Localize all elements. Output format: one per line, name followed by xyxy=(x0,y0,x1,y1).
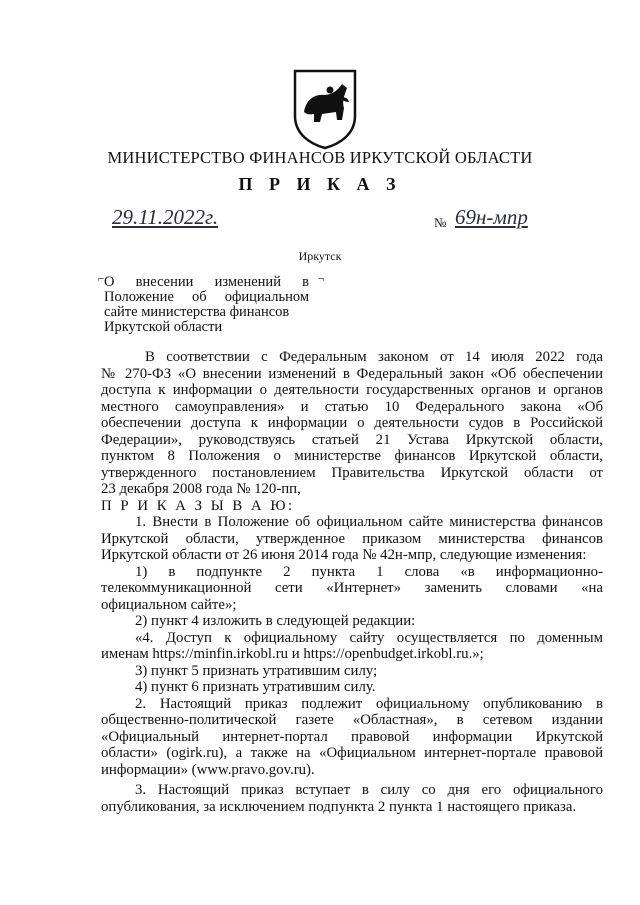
preamble-paragraph xyxy=(101,349,603,498)
body-line: 4) пункт 6 признать утратившим силу. xyxy=(135,679,376,695)
subject-line: Положение об официальном xyxy=(104,289,309,305)
body-line: пунктом 8 Положения о министерстве финансов Иркутской области, xyxy=(101,448,603,464)
body-line: именам https://minfin.irkobl.ru и https://openbudget.irkobl.ru.»; xyxy=(101,646,484,662)
corner-mark-left: ⌐ xyxy=(98,273,105,285)
body-line: области» (ogirk.ru), а также на «Официальном интернет-портале правовой xyxy=(101,745,603,761)
item-1-paragraph xyxy=(101,514,603,564)
body-line: Иркутской области, утвержденное приказом министерства финансов xyxy=(101,530,603,547)
item-2-paragraph xyxy=(101,696,603,779)
subject-line: сайте министерства финансов xyxy=(104,304,290,320)
body-line: обеспечении доступа к информации о деятельности судов в Российской xyxy=(101,415,603,431)
body-line: утвержденного постановлением Правительства Иркутской области от xyxy=(101,464,603,481)
subitem-4-paragraph xyxy=(101,679,603,696)
body-line: 3) пункт 5 признать утратившим силу; xyxy=(135,662,378,679)
body-line: 2. Настоящий приказ подлежит официальному опубликованию в xyxy=(135,695,603,712)
subitem-1-paragraph xyxy=(101,564,603,614)
coat-of-arms-emblem xyxy=(292,68,358,150)
document-number: 69н-мпр xyxy=(455,205,528,229)
body-line: 1. Внести в Положение об официальном сайте министерства финансов xyxy=(135,514,603,530)
body-line: 23 декабря 2008 года № 120-пп, xyxy=(101,481,301,497)
body-line: «Официальный интернет-портал правовой информации Иркутской xyxy=(101,728,603,745)
body-line: общественно-политической газете «Областная», в сетевом издании xyxy=(101,712,603,728)
subject-line: О внесении изменений в xyxy=(104,274,309,290)
subitem-3-paragraph xyxy=(101,663,603,680)
item-3-paragraph xyxy=(101,782,603,815)
body-line: опубликования, за исключением подпункта 2 пункта 1 настоящего приказа. xyxy=(101,798,577,815)
quote-paragraph xyxy=(101,630,603,663)
body-line: телекоммуникационной сети «Интернет» заменить словами «на xyxy=(101,580,603,596)
body-line: В соответствии с Федеральным законом от 14 июля 2022 года xyxy=(145,349,603,365)
body-line: Федерации», руководствуясь статьей 21 Устава Иркутской области, xyxy=(101,431,603,448)
document-body xyxy=(101,349,603,815)
body-line: 1) в подпункте 2 пункта 1 слова «в информационно- xyxy=(135,563,603,580)
body-line: 2) пункт 4 изложить в следующей редакции: xyxy=(135,613,416,629)
city-name: Иркутск xyxy=(298,249,342,263)
body-line: № 270-ФЗ «О внесении изменений в Федеральный закон «Об обеспечении xyxy=(101,365,603,382)
body-line: информации» (www.pravo.gov.ru). xyxy=(101,761,315,778)
body-line: 3. Настоящий приказ вступает в силу со дня его официального xyxy=(135,782,603,798)
number-sign: № xyxy=(434,215,447,230)
ministry-name: МИНИСТЕРСТВО ФИНАНСОВ ИРКУТСКОЙ ОБЛАСТИ xyxy=(107,148,533,167)
body-line: доступа к информации о деятельности государственных органов и органов xyxy=(101,382,603,398)
document-type-title: П Р И К А З xyxy=(238,174,402,194)
document-date: 29.11.2022г. xyxy=(112,205,219,229)
subitem-2-paragraph xyxy=(101,613,603,630)
body-line: местного самоуправления» и статью 10 Федерального закона «Об xyxy=(101,398,603,415)
subject-block xyxy=(98,273,325,335)
prikazyvayu-heading: П Р И К А З Ы В А Ю: xyxy=(101,497,295,514)
body-line: официальном сайте»; xyxy=(101,596,237,613)
body-line: Иркутской области от 26 июня 2014 года № 42н-мпр, следующие изменения: xyxy=(101,547,587,563)
corner-mark-right: ¬ xyxy=(318,273,325,285)
body-line: «4. Доступ к официальному сайту осуществляется по доменным xyxy=(135,629,603,646)
subject-line: Иркутской области xyxy=(104,319,223,335)
